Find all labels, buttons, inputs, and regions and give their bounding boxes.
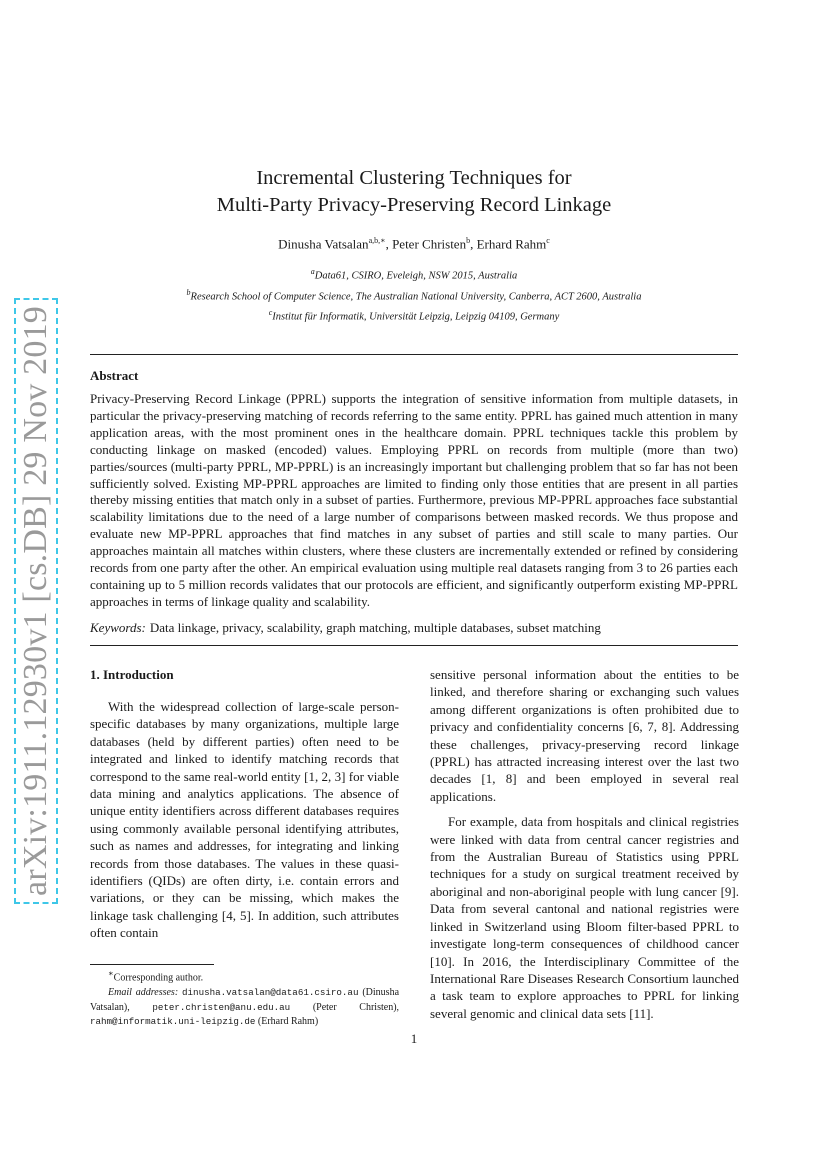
author-3: Erhard Rahm [476, 236, 547, 252]
footnote-corresponding [90, 967, 399, 986]
affiliation-c [90, 305, 738, 326]
footnotes [90, 967, 399, 1030]
author-3-mark: c [546, 236, 550, 245]
arxiv-identifier: arXiv:1911.12930v1 [cs.DB] 29 Nov 2019 [14, 298, 58, 904]
intro-paragraph-continued: sensitive personal information about the entities to be linked, and therefore sharing or exchanging such values among different organizations is often prohibited due to privacy and confidentiality concerns [6, 7, 8]. Addressing these challenges, privacy-preserving record linkage (PPRL) has attracted increasing interest over the last two decades [1, 8] and been employed in several real applications. [430, 667, 739, 804]
affiliation-text: Data61, CSIRO, Eveleigh, NSW 2015, Australia [314, 270, 518, 282]
author-2: Peter Christen [392, 236, 467, 252]
affiliation-mark: c [268, 308, 273, 317]
affiliation-a [90, 264, 738, 285]
abstract-heading: Abstract [90, 368, 139, 383]
email-owner: (Dinusha Vatsalan), [90, 986, 400, 1013]
arxiv-identifier-stamp [14, 306, 58, 896]
footnote-mark: ∗ [108, 969, 114, 978]
email-link[interactable]: peter.christen@anu.edu.au [152, 1001, 291, 1013]
author-list [90, 236, 738, 252]
intro-paragraph-left: With the widespread collection of large-scale person-specific databases by many organizations, multiple large databases (held by different parties) often need to be integrated and linked to identify matching records that correspond to the same real-world entity [1, 2, 3] for viable data mining and analytics applications. The absence of unique entity identifiers across different databases requires using commonly available personal identifying attributes, such as names and addresses, for integrating and linking records from those databases. The values in these quasi-identifiers (QIDs) are often dirty, i.e. contain errors and variations, or they can be missing, which makes the linkage task challenging [4, 5]. In addition, such attributes often contain [90, 699, 399, 941]
affiliation-text: Institut für Informatik, Universität Leipzig, Leipzig 04109, Germany [272, 311, 560, 323]
email-owner: (Peter Christen), [312, 1001, 400, 1013]
author-2-mark: b [466, 236, 471, 245]
email-owner: (Erhard Rahm) [257, 1016, 319, 1028]
abstract-bottom-rule [90, 645, 738, 646]
section-heading-introduction: 1. Introduction [90, 667, 174, 682]
email-link[interactable]: dinusha.vatsalan@data61.csiro.au [182, 986, 359, 998]
author-1-mark: a,b,∗ [368, 236, 386, 245]
footnote-emails [90, 986, 399, 1030]
author-1: Dinusha Vatsalan [278, 236, 369, 252]
affiliation-b [90, 285, 738, 306]
affiliations [90, 264, 738, 326]
keywords [90, 620, 738, 636]
affiliation-text: Research School of Computer Science, The Australian National University, Canberra, ACT 2600, Australia [190, 291, 642, 302]
footnote-corresponding-text: Corresponding author. [113, 972, 204, 984]
abstract-text: Privacy-Preserving Record Linkage (PPRL) supports the integration of sensitive information from multiple datasets, in particular the privacy-preserving matching of records referring to the same entity. PPRL has gained much attention in many application areas, with the most prominent ones in the healthcare domain. PPRL techniques tackle this problem by conducting linkage on masked (encoded) values. Employing PPRL on records from multiple (more than two) parties/sources (multi-party PPRL, MP-PPRL) is an increasingly important but challenging problem that so far has not been sufficiently solved. Existing MP-PPRL approaches are limited to finding only those entities that are present in all parties thereby missing entities that match only in a subset of parties. Furthermore, previous MP-PPRL approaches face substantial scalability limitations due to the need of a large number of comparisons between masked records. We thus propose and evaluate new MP-PPRL approaches that find matches in any subset of parties and still scale to many parties. Our approaches maintain all matches within clusters, where these clusters are incrementally extended or refined by considering records from one party after the other. An empirical evaluation using multiple real datasets ranging from 3 to 26 parties each containing up to 5 million records validates that our protocols are efficient, and significantly outperform existing MP-PPRL approaches in terms of linkage quality and scalability. [90, 391, 738, 609]
right-column [430, 666, 739, 1030]
footnote-rule [90, 964, 214, 965]
author-separator: , [470, 236, 477, 252]
abstract-top-rule [90, 354, 738, 355]
page-number: 1 [410, 1031, 418, 1046]
author-separator: , [385, 236, 393, 252]
keywords-text: Data linkage, privacy, scalability, graph matching, multiple databases, subset matching [149, 620, 601, 635]
paper-title [90, 165, 738, 219]
title-line-1: Incremental Clustering Techniques for [256, 167, 572, 189]
title-line-2: Multi-Party Privacy-Preserving Record Linkage [216, 194, 612, 216]
keywords-label: Keywords: [90, 620, 146, 635]
affiliation-mark: a [310, 267, 315, 276]
intro-paragraph-example: For example, data from hospitals and clinical registries were linked with data from central cancer registries and from the Australian Bureau of Statistics using PPRL techniques for a study on surgical treatment received by aboriginal and non-aboriginal people with lung cancer [9]. Data from several cantonal and national registries were linked in Switzerland using Bloom filter-based PPRL to investigate long-term consequences of childhood cancer [10]. In 2016, the Interdisciplinary Committee of the International Rare Diseases Research Consortium launched a task team to explore approaches to PPRL for linking several genomic and clinical data sets [11]. [430, 814, 739, 1021]
email-link[interactable]: rahm@informatik.uni-leipzig.de [90, 1016, 256, 1028]
email-label: Email addresses: [108, 986, 179, 998]
affiliation-mark: b [186, 287, 191, 297]
